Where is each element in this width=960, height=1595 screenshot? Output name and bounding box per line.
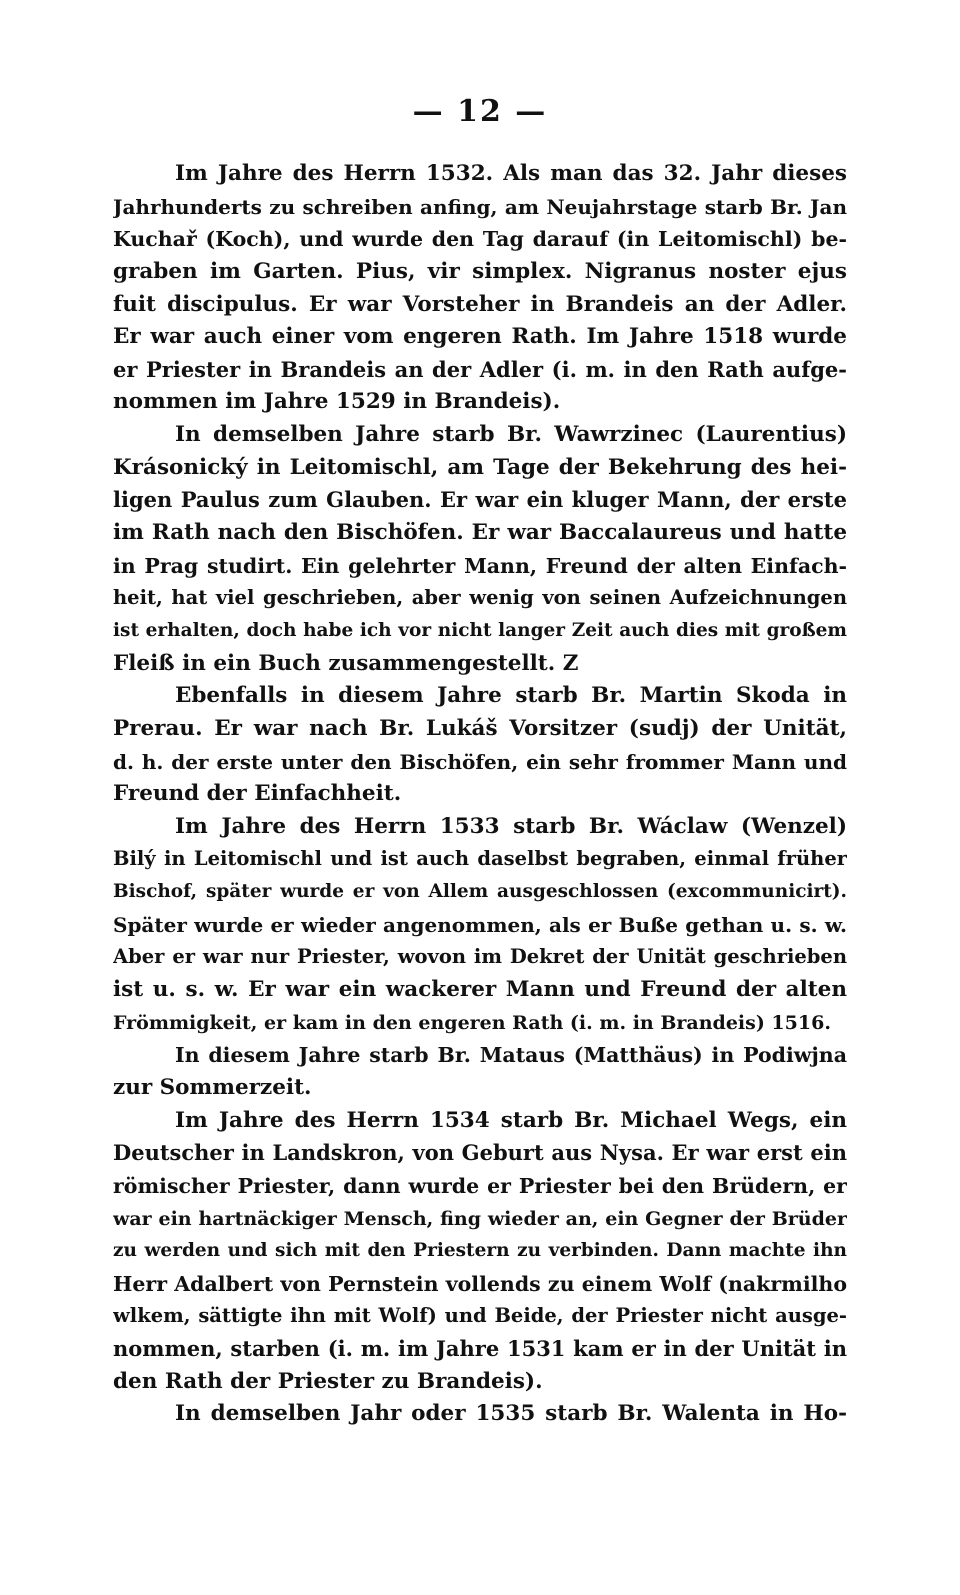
text-line: Krásonický in Leitomischl, am Tage der Bekehrung des hei- — [113, 454, 847, 480]
text-line: Ebenfalls in diesem Jahre starb Br. Martin Skoda in — [175, 683, 847, 709]
text-line: Fleiß in ein Buch zusammengestellt. Z — [113, 650, 579, 676]
text-line: heit, hat viel geschrieben, aber wenig von seinen Aufzeichnungen — [113, 586, 847, 610]
text-line: Im Jahre des Herrn 1533 starb Br. Wáclaw (Wenzel) — [175, 813, 847, 839]
text-line: römischer Priester, dann wurde er Priester bei den Brüdern, er — [113, 1173, 847, 1198]
text-line: Bischof, später wurde er von Allem ausgeschlossen (excommunicirt). — [113, 881, 847, 903]
text-line: Frömmigkeit, er kam in den engeren Rath (i. m. in Brandeis) 1516. — [113, 1011, 831, 1034]
text-line: im Rath nach den Bischöfen. Er war Baccalaureus und hatte — [113, 520, 847, 546]
text-line: Im Jahre des Herrn 1532. Als man das 32. Jahr dieses — [175, 161, 847, 186]
text-line: Im Jahre des Herrn 1534 starb Br. Michael Wegs, ein — [175, 1107, 847, 1133]
text-line: Deutscher in Landskron, von Geburt aus Nysa. Er war erst ein — [113, 1140, 847, 1166]
text-line: Jahrhunderts zu schreiben anfing, am Neujahrstage starb Br. Jan — [113, 194, 847, 219]
text-line: nommen, starben (i. m. im Jahre 1531 kam er in der Unität in — [113, 1336, 847, 1362]
page-body-text — [113, 158, 847, 1431]
text-line: Er war auch einer vom engeren Rath. Im Jahre 1518 wurde — [113, 324, 847, 350]
text-line: Herr Adalbert von Pernstein vollends zu einem Wolf (nakrmilho — [113, 1271, 847, 1296]
text-line: den Rath der Priester zu Brandeis). — [113, 1368, 543, 1394]
text-line: in Prag studirt. Ein gelehrter Mann, Freund der alten Einfach- — [113, 553, 847, 578]
text-line: nommen im Jahre 1529 in Brandeis). — [113, 389, 561, 415]
text-line: In demselben Jahre starb Br. Wawrzinec (Laurentius) — [175, 422, 847, 448]
text-line: Bilý in Leitomischl und ist auch daselbst begraben, einmal früher — [113, 847, 847, 871]
text-line: zu werden und sich mit den Priestern zu verbinden. Dann machte ihn — [113, 1240, 847, 1262]
text-line: In demselben Jahr oder 1535 starb Br. Walenta in Ho- — [175, 1401, 847, 1427]
text-line: ist u. s. w. Er war ein wackerer Mann und Freund der alten — [113, 977, 847, 1003]
text-line: fuit discipulus. Er war Vorsteher in Brandeis an der Adler. — [113, 291, 847, 317]
text-line: Freund der Einfachheit. — [113, 781, 402, 807]
page-number: — 12 — — [412, 94, 548, 129]
text-line: wlkem, sättigte ihn mit Wolf) und Beide, der Priester nicht ausge- — [113, 1304, 847, 1328]
text-line: Aber er war nur Priester, wovon im Dekret der Unität geschrieben — [113, 945, 847, 969]
text-line: ist erhalten, doch habe ich vor nicht langer Zeit auch dies mit großem — [113, 619, 847, 641]
text-line: war ein hartnäckiger Mensch, fing wieder an, ein Gegner der Brüder — [113, 1207, 847, 1230]
text-line: ligen Paulus zum Glauben. Er war ein kluger Mann, der erste — [113, 487, 847, 513]
text-line: d. h. der erste unter den Bischöfen, ein sehr frommer Mann und — [113, 749, 847, 774]
text-line: graben im Garten. Pius, vir simplex. Nigranus noster ejus — [113, 258, 847, 284]
text-line: In diesem Jahre starb Br. Mataus (Matthäus) in Podiwjna — [175, 1043, 847, 1068]
text-line: Kuchař (Koch), und wurde den Tag darauf (in Leitomischl) be- — [113, 227, 847, 252]
text-line: Prerau. Er war nach Br. Lukáš Vorsitzer (sudj) der Unität, — [113, 715, 847, 741]
text-line: zur Sommerzeit. — [113, 1074, 312, 1100]
text-line: Später wurde er wieder angenommen, als er Buße gethan u. s. w. — [113, 912, 847, 937]
text-line: er Priester in Brandeis an der Adler (i. m. in den Rath aufge- — [113, 356, 847, 382]
